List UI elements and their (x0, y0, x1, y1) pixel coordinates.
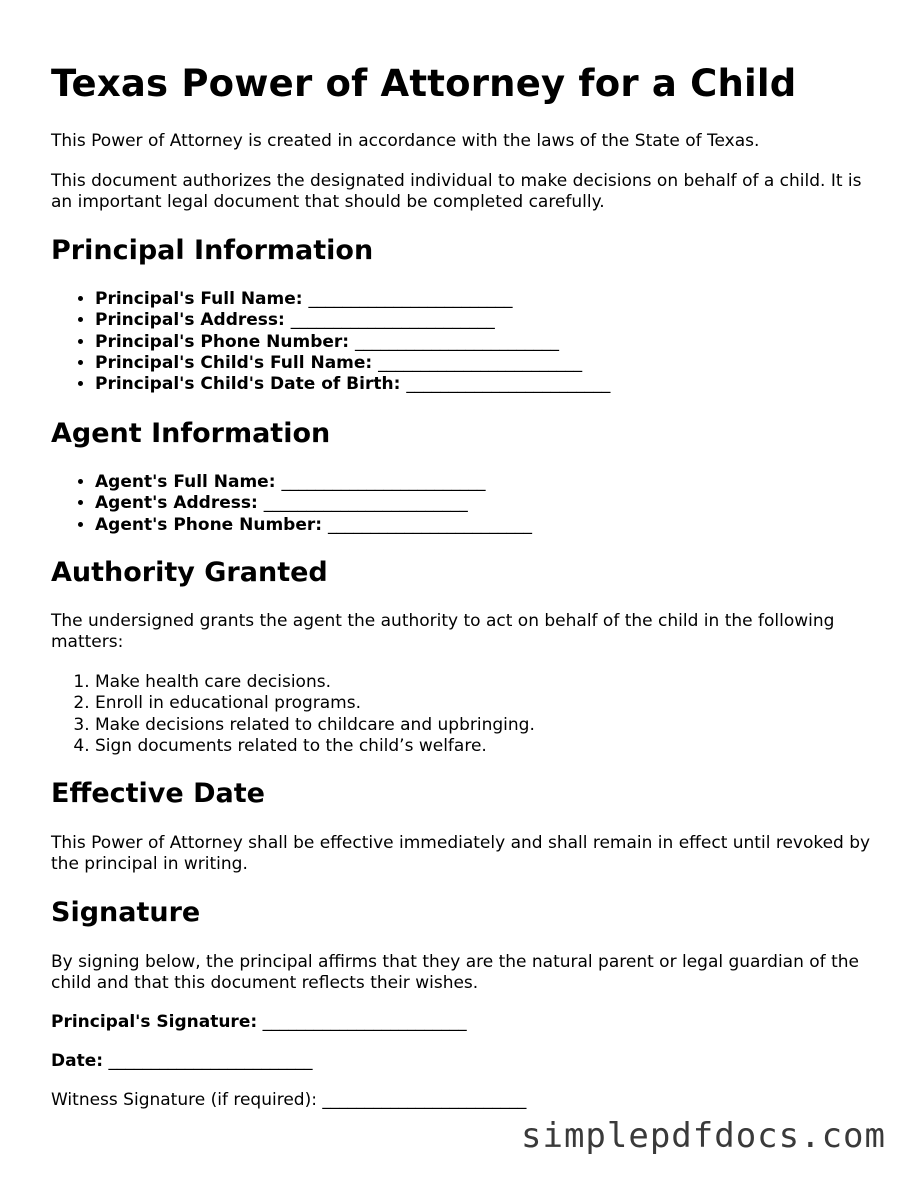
authority-list (51, 672, 535, 757)
principal-address-field (95, 310, 610, 331)
date-blank[interactable]: ________________________ (108, 1051, 313, 1071)
intro-paragraph-1: This Power of Attorney is created in accordance with the laws of the State of Texas. (51, 131, 760, 151)
field-blank[interactable]: ________________________ (290, 310, 495, 331)
field-blank[interactable]: ________________________ (355, 331, 560, 352)
witness-signature-line (51, 1090, 526, 1110)
field-label: Agent's Phone Number: (95, 514, 323, 535)
field-label: Agent's Address: (95, 493, 258, 514)
field-blank[interactable]: ________________________ (263, 493, 468, 514)
child-full-name-field (95, 353, 610, 374)
field-blank[interactable]: ________________________ (308, 289, 513, 309)
field-label: Principal's Child's Full Name: (95, 352, 373, 373)
principal-full-name-field (95, 289, 610, 310)
agent-phone-field (95, 515, 532, 536)
field-blank[interactable]: ________________________ (406, 374, 611, 395)
field-label: Agent's Full Name: (95, 472, 276, 492)
effective-date-text: This Power of Attorney shall be effective immediately and shall remain in effect until revoked by the principal in writing. (51, 833, 871, 874)
watermark: simplepdfdocs.com (521, 1116, 886, 1156)
authority-item: 2. Enroll in educational programs. (95, 693, 535, 714)
signature-text: By signing below, the principal affirms that they are the natural parent or legal guardian of the child and that this document reflects their wishes. (51, 952, 859, 993)
agent-fields-list (51, 472, 532, 536)
principal-heading: Principal Information (51, 235, 374, 266)
principal-signature-blank[interactable]: ________________________ (262, 1012, 467, 1032)
witness-signature-label: Witness Signature (if required): (51, 1090, 317, 1110)
date-label: Date: (51, 1051, 104, 1071)
page-title: Texas Power of Attorney for a Child (51, 62, 797, 105)
agent-heading: Agent Information (51, 418, 331, 449)
principal-signature-line (51, 1012, 467, 1032)
authority-heading: Authority Granted (51, 557, 328, 588)
field-blank[interactable]: ________________________ (327, 514, 532, 535)
agent-full-name-field (95, 472, 532, 493)
field-label: Principal's Child's Date of Birth: (95, 374, 401, 395)
principal-fields-list (51, 289, 610, 395)
effective-date-heading: Effective Date (51, 778, 265, 809)
witness-signature-blank[interactable]: ________________________ (322, 1090, 527, 1110)
field-blank[interactable]: ________________________ (378, 352, 583, 373)
intro-paragraph-2: This document authorizes the designated individual to make decisions on behalf of a child. It is an important legal document that should be completed carefully. (51, 171, 862, 212)
field-blank[interactable]: ________________________ (281, 472, 486, 492)
signature-heading: Signature (51, 897, 201, 928)
field-label: Principal's Full Name: (95, 289, 303, 309)
principal-signature-label: Principal's Signature: (51, 1012, 258, 1032)
child-dob-field (95, 374, 610, 395)
agent-address-field (95, 493, 532, 514)
authority-item: 4. Sign documents related to the child’s welfare. (95, 736, 535, 757)
authority-item: 3. Make decisions related to childcare and upbringing. (95, 715, 535, 736)
authority-text: The undersigned grants the agent the authority to act on behalf of the child in the following matters: (51, 611, 835, 652)
date-line (51, 1051, 312, 1071)
field-label: Principal's Address: (95, 310, 285, 331)
field-label: Principal's Phone Number: (95, 331, 350, 352)
principal-phone-field (95, 332, 610, 353)
authority-item: 1. Make health care decisions. (95, 672, 535, 693)
